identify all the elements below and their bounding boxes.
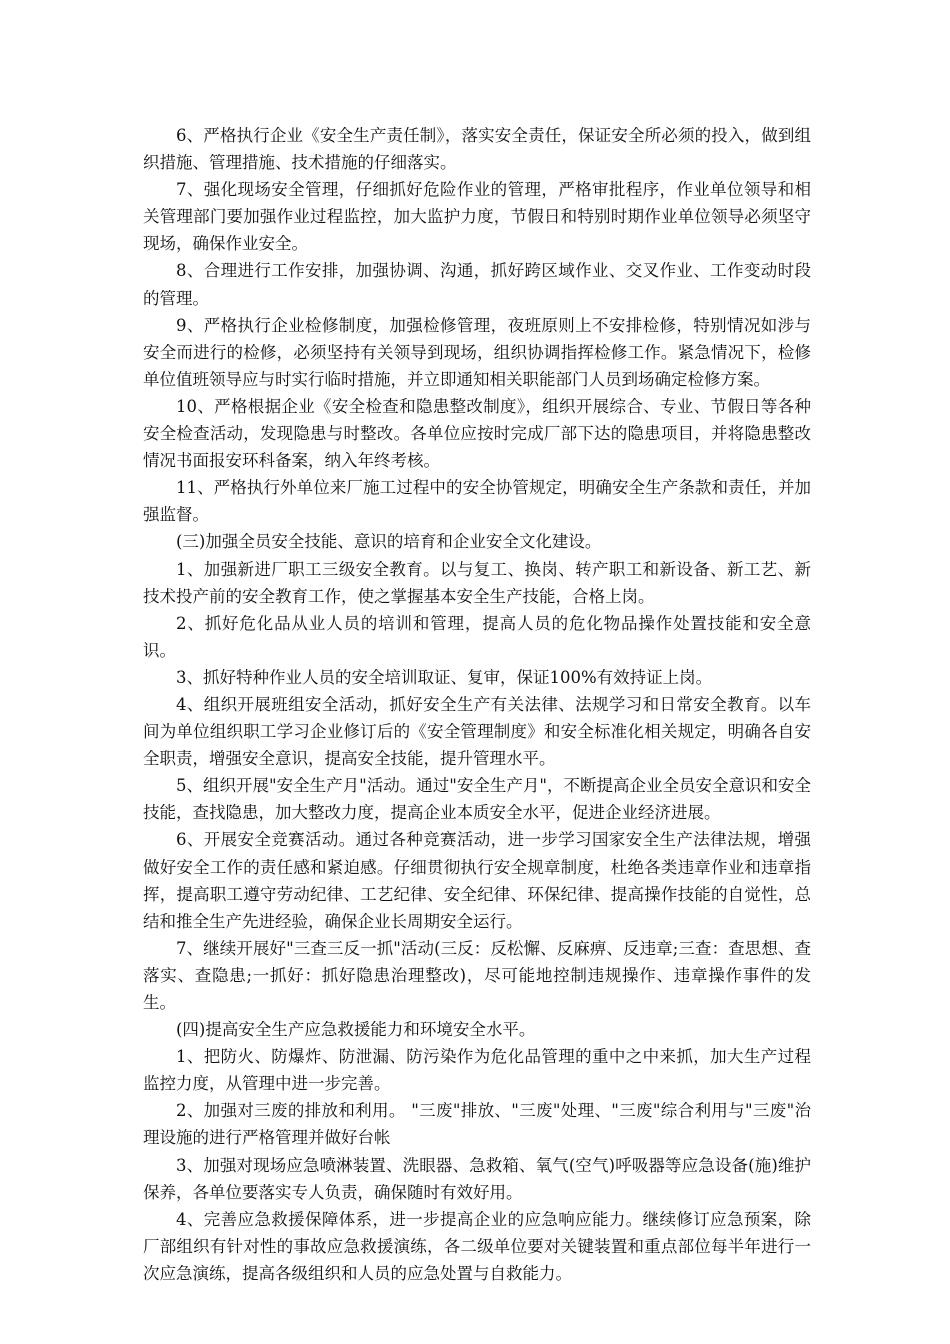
paragraph-item-9: 9、严格执行企业检修制度，加强检修管理，夜班原则上不安排检修，特别情况如涉与安全而进行的检修，必须坚持有关领导到现场，组织协调指挥检修工作。紧急情况下，检修单位值班领导应与时实行临时措施，并立即通知相关职能部门人员到场确定检修方案。 <box>143 315 811 389</box>
paragraph-s3-item-7: 7、继续开展好"三查三反一抓"活动(三反：反松懈、反麻痹、反违章;三查：查思想、查落实、查隐患;一抓好：抓好隐患治理整改)，尽可能地控制违规操作、违章操作事件的发生。 <box>143 938 811 1012</box>
paragraph-item-8: 8、合理进行工作安排，加强协调、沟通，抓好跨区域作业、交叉作业、工作变动时段的管理。 <box>143 261 811 308</box>
paragraph-s3-item-3: 3、抓好特种作业人员的安全培训取证、复审，保证100%有效持证上岗。 <box>176 667 713 687</box>
paragraph-item-10: 10、严格根据企业《安全检查和隐患整改制度》，组织开展综合、专业、节假日等各种安全检查活动，发现隐患与时整改。各单位应按时完成厂部下达的隐患项目，并将隐患整改情况书面报安环科备案，纳入年终考核。 <box>143 396 811 471</box>
paragraph-s3-item-2: 2、抓好危化品从业人员的培训和管理，提高人员的危化物品操作处置技能和安全意识。 <box>143 613 811 660</box>
section-heading-4: (四)提高安全生产应急救援能力和环境安全水平。 <box>176 1020 536 1040</box>
paragraph-s3-item-1: 1、加强新进厂职工三级安全教育。以与复工、换岗、转产职工和新设备、新工艺、新技术投产前的安全教育工作，使之掌握基本安全生产技能，合格上岗。 <box>143 559 811 606</box>
paragraph-s4-item-1: 1、把防火、防爆炸、防泄漏、防污染作为危化品管理的重中之中来抓，加大生产过程监控力度，从管理中进一步完善。 <box>143 1047 811 1094</box>
document-body <box>143 122 811 1287</box>
paragraph-s4-item-3: 3、加强对现场应急喷淋装置、洗眼器、急救箱、氧气(空气)呼吸器等应急设备(施)维护保养，各单位要落实专人负责，确保随时有效好用。 <box>143 1155 811 1202</box>
paragraph-s3-item-5: 5、组织开展"安全生产月"活动。通过"安全生产月"，不断提高企业全员安全意识和安全技能，查找隐患，加大整改力度，提高企业本质安全水平，促进企业经济进展。 <box>143 776 811 823</box>
section-heading-3: (三)加强全员安全技能、意识的培育和企业安全文化建设。 <box>176 532 602 552</box>
paragraph-s3-item-6: 6、开展安全竞赛活动。通过各种竞赛活动，进一步学习国家安全生产法律法规，增强做好安全工作的责任感和紧迫感。仔细贯彻执行安全规章制度，杜绝各类违章作业和违章指挥，提高职工遵守劳动纪律、工艺纪律、安全纪律、环保纪律、提高操作技能的自觉性，总结和推全生产先进经验，确保企业长周期安全运行。 <box>143 830 811 931</box>
paragraph-item-6: 6、严格执行企业《安全生产责任制》，落实安全责任，保证安全所必须的投入，做到组织措施、管理措施、技术措施的仔细落实。 <box>143 126 811 173</box>
paragraph-item-7: 7、强化现场安全管理，仔细抓好危险作业的管理，严格审批程序，作业单位领导和相关管理部门要加强作业过程监控，加大监护力度，节假日和特别时期作业单位领导必须坚守现场，确保作业安全。 <box>143 180 811 254</box>
paragraph-item-11: 11、严格执行外单位来厂施工过程中的安全协管规定，明确安全生产条款和责任，并加强监督。 <box>143 478 811 525</box>
paragraph-s3-item-4: 4、组织开展班组安全活动，抓好安全生产有关法律、法规学习和日常安全教育。以车间为单位组织职工学习企业修订后的《安全管理制度》和安全标准化相关规定，明确各自安全职责，增强安全意识，提高安全技能，提升管理水平。 <box>143 694 811 769</box>
paragraph-s4-item-4: 4、完善应急救援保障体系，进一步提高企业的应急响应能力。继续修订应急预案，除厂部组织有针对性的事故应急救援演练，各二级单位要对关键装置和重点部位每半年进行一次应急演练，提高各级组织和人员的应急处置与自救能力。 <box>143 1209 811 1283</box>
paragraph-s4-item-2: 2、加强对三废的排放和利用。 "三废"排放、"三废"处理、"三废"综合利用与"三废"治理设施的进行严格管理并做好台帐 <box>143 1101 811 1148</box>
